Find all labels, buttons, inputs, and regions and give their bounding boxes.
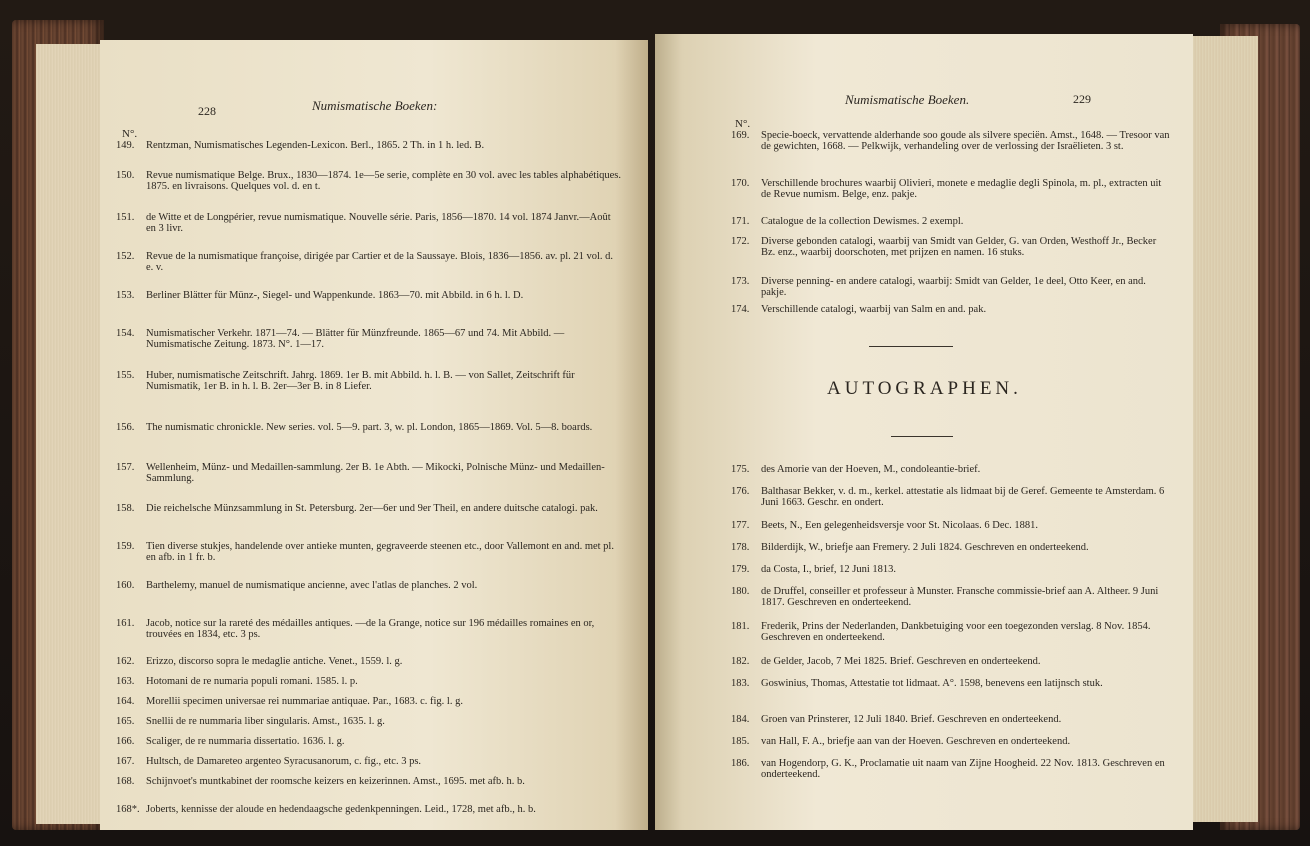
running-head: Numismatische Boeken. (845, 92, 970, 107)
entry-175: 175. des Amorie van der Hoeven, M., condoleantie-brief. (731, 464, 981, 475)
entry-168: 168. Schijnvoet's muntkabinet der roomsche keizers en keizerinnen. Amst., 1695. met afb. h. b. (116, 776, 525, 787)
entry-168-star: 168*. Joberts, kennisse der aloude en hedendaagsche gedenkpenningen. Leid., 1728, met afb., h. b. (116, 804, 536, 815)
entry-150: 150. Revue numismatique Belge. Brux., 1830—1874. 1e—5e serie, complète en 30 vol. avec les tables alphabétiques. 1875. en livraisons. Quelques vol. d. en t. (116, 170, 622, 193)
entry-166: 166. Scaliger, de re nummaria dissertatio. 1636. l. g. (116, 736, 345, 747)
entry-177: 177. Beets, N., Een gelegenheidsversje voor St. Nicolaas. 6 Dec. 1881. (731, 520, 1039, 531)
entry-159: 159. Tien diverse stukjes, handelende over antieke munten, gegraveerde steenen etc., door Vallemont en and. met pl. en afb. in 1 fr. b. (116, 541, 614, 564)
entry-184: 184. Groen van Prinsterer, 12 Juli 1840. Brief. Geschreven en onderteekend. (731, 714, 1062, 725)
entry-158: 158. Die reichelsche Münzsammlung in St. Petersburg. 2er—6er und 9er Theil, en andere duitsche catalogi. pak. (116, 503, 598, 514)
entry-170: 170. Verschillende brochures waarbij Olivieri, monete e medaglie degli Spinola, m. pl., extracten uit de Revue numism. Belge, enz. pakje. (731, 178, 1162, 201)
left-page-edges (36, 44, 106, 824)
column-label: N°. (122, 128, 138, 140)
entry-151: 151. de Witte et de Longpérier, revue numismatique. Nouvelle série. Paris, 1856—1870. 14 vol. 1874 Janvr.—Août en 3 livr. (116, 212, 611, 235)
divider-rule (891, 436, 953, 437)
page-number: 228 (198, 104, 216, 118)
entry-164: 164. Morellii specimen universae rei nummariae antiquae. Par., 1683. c. fig. l. g. (116, 696, 463, 707)
entry-163: 163. Hotomani de re numaria populi romani. 1585. l. p. (116, 676, 358, 687)
entry-178: 178. Bilderdijk, W., briefje aan Fremery. 2 Juli 1824. Geschreven en onderteekend. (731, 542, 1089, 553)
entry-185: 185. van Hall, F. A., briefje aan van der Hoeven. Geschreven en onderteekend. (731, 736, 1071, 747)
entry-171: 171. Catalogue de la collection Dewismes. 2 exempl. (731, 216, 964, 227)
entry-172: 172. Diverse gebonden catalogi, waarbij van Smidt van Gelder, G. van Orden, Westhoff Jr., Becker Bz. enz., waarbij doorschoten, met prijzen en namen. 16 stuks. (731, 236, 1157, 259)
running-head: Numismatische Boeken: (312, 98, 438, 113)
entry-176: 176. Balthasar Bekker, v. d. m., kerkel. attestatie als lidmaat bij de Geref. Gemeente te Amsterdam. 6 Juni 1663. Geschr. en ondert. (731, 486, 1165, 509)
entry-157: 157. Wellenheim, Münz- und Medaillen-sammlung. 2er B. 1e Abth. — Mikocki, Polnische Münz- und Medaillen-Sammlung. (116, 462, 605, 485)
entry-161: 161. Jacob, notice sur la rareté des médailles antiques. —de la Grange, notice sur 196 médailles romaines en or, trouvées en 1834, etc. 3 ps. (116, 618, 595, 641)
entry-179: 179. da Costa, I., brief, 12 Juni 1813. (731, 564, 897, 575)
column-label: N°. (735, 118, 751, 130)
entry-165: 165. Snellii de re nummaria liber singularis. Amst., 1635. l. g. (116, 716, 385, 727)
entry-183: 183. Goswinius, Thomas, Attestatie tot lidmaat. A°. 1598, benevens een latijnsch stuk. (731, 678, 1103, 689)
entry-153: 153. Berliner Blätter für Münz-, Siegel- und Wappenkunde. 1863—70. mit Abbild. in 6 h. l. D. (116, 290, 524, 301)
entry-149: 149. Rentzman, Numismatisches Legenden-Lexicon. Berl., 1865. 2 Th. in 1 h. led. B. (116, 140, 485, 151)
left-page (100, 40, 648, 830)
entry-152: 152. Revue de la numismatique françoise, dirigée par Cartier et de la Saussaye. Blois, 1836—1856. av. pl. 21 vol. d. e. v. (116, 251, 614, 274)
entry-181: 181. Frederik, Prins der Nederlanden, Dankbetuiging voor een toegezonden verslag. 8 Nov. 1854. Geschreven en onderteekend. (731, 621, 1151, 644)
entry-160: 160. Barthelemy, manuel de numismatique ancienne, avec l'atlas de planches. 2 vol. (116, 580, 478, 591)
right-page-edges (1186, 36, 1258, 822)
entry-174: 174. Verschillende catalogi, waarbij van Salm en and. pak. (731, 304, 987, 315)
entry-156: 156. The numismatic chronickle. New series. vol. 5—9. part. 3, w. pl. London, 1865—1869. Vol. 5—8. boards. (116, 422, 593, 433)
entry-162: 162. Erizzo, discorso sopra le medaglie antiche. Venet., 1559. l. g. (116, 656, 403, 667)
entry-167: 167. Hultsch, de Damareteo argenteo Syracusanorum, c. fig., etc. 3 ps. (116, 756, 422, 767)
entry-182: 182. de Gelder, Jacob, 7 Mei 1825. Brief. Geschreven en onderteekend. (731, 656, 1041, 667)
right-page (655, 34, 1193, 830)
page-number: 229 (1073, 92, 1091, 106)
entry-180: 180. de Druffel, conseiller et professeur à Munster. Fransche commissie-brief aan A. Altheer. 9 Juni 1817. Geschreven en onderteekend. (731, 586, 1159, 609)
section-title: AUTOGRAPHEN. (827, 378, 1022, 399)
entry-169: 169. Specie-boeck, vervattende alderhande soo goude als silvere speciën. Amst., 1648. — Tresoor van de gewichten, 1668. — Pelkwijk, verhandeling over de verlossing der Israëlieten. 3 st. (731, 130, 1170, 153)
divider-rule (869, 346, 953, 347)
entry-173: 173. Diverse penning- en andere catalogi, waarbij: Smidt van Gelder, 1e deel, Otto Keer, en and. pakje. (731, 276, 1146, 299)
entry-155: 155. Huber, numismatische Zeitschrift. Jahrg. 1869. 1er B. mit Abbild. h. l. B. — von Sallet, Zeitschrift für Numismatik, 1er B. in h. l. B. 2er—3er B. in 8 Liefer. (116, 370, 575, 393)
entry-154: 154. Numismatischer Verkehr. 1871—74. — Blätter für Münzfreunde. 1865—67 und 74. Mit Abbild. — Numismatische Zeitung. 1873. N°. 1—17. (116, 328, 565, 351)
entry-186: 186. van Hogendorp, G. K., Proclamatie uit naam van Zijne Hoogheid. 22 Nov. 1813. Geschreven en onderteekend. (731, 758, 1165, 781)
